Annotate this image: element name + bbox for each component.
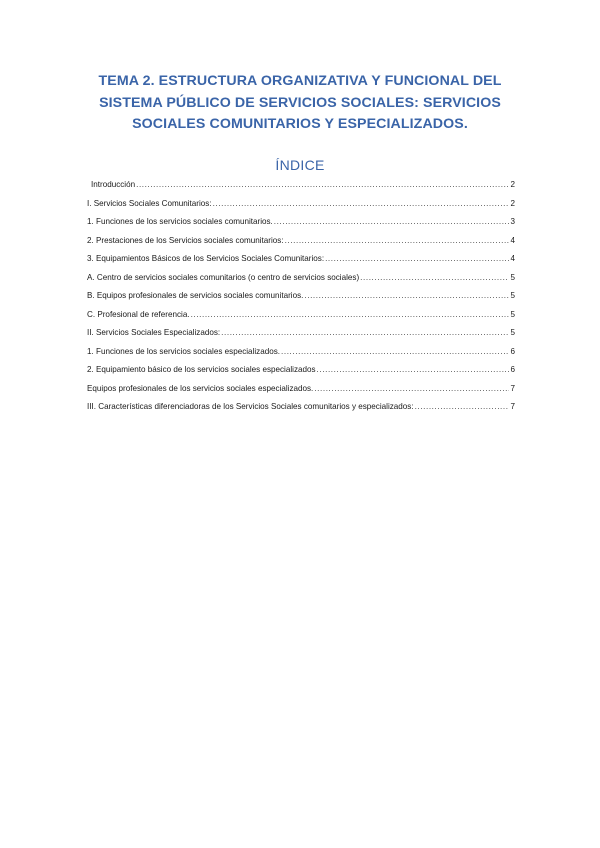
toc-entry-page: 4 [510,254,515,263]
toc-entry[interactable] [87,217,515,236]
toc-entry-label: 3. Equipamientos Básicos de los Servicios Sociales Comunitarios: [87,254,325,263]
toc-entry[interactable] [87,236,515,255]
toc-entry[interactable] [87,402,515,421]
toc-entry-page: 7 [510,402,515,411]
toc-entry[interactable] [87,365,515,384]
toc-entry[interactable] [87,180,515,199]
toc-entry-page: 4 [510,235,515,245]
toc-entry-page: 3 [510,217,515,226]
toc-entry[interactable] [87,347,515,366]
toc-entry-label: B. Equipos profesionales de servicios sociales comunitarios. [87,291,304,300]
toc-leader-dots [285,236,510,245]
toc-leader-dots [191,310,510,319]
toc-entry[interactable] [87,291,515,310]
toc-entry[interactable] [87,199,515,218]
toc-entry-page: 5 [510,291,515,300]
toc-entry-label: I. Servicios Sociales Comunitarios: [87,198,212,208]
toc-entry-label: 2. Equipamiento básico de los servicios sociales especializados [87,365,316,374]
toc-entry-page: 5 [510,328,515,337]
document-title [90,71,510,136]
toc-entry-label: 1. Funciones de los servicios sociales especializados. [87,346,280,356]
toc-entry-page: 7 [510,383,515,393]
toc-entry-page: 5 [510,272,515,282]
title-line: SOCIALES COMUNITARIOS Y ESPECIALIZADOS. [132,116,468,132]
toc-entry-label: II. Servicios Sociales Especializados: [87,328,221,337]
toc-heading: ÍNDICE [275,157,325,173]
toc-leader-dots [136,180,509,189]
toc-entry[interactable] [87,328,515,347]
toc-entry-label: Equipos profesionales de los servicios sociales especializados. [87,383,314,393]
toc-leader-dots [325,254,509,263]
toc-entry-label: III. Características diferenciadoras de los Servicios Sociales comunitarios y especializados: [87,402,414,411]
toc-entry[interactable] [87,384,515,403]
toc-leader-dots [213,199,510,208]
toc-leader-dots [314,384,509,393]
toc-entry[interactable] [87,254,515,273]
toc-entry-label: 1. Funciones de los servicios sociales comunitarios. [87,217,273,226]
toc-entry-label: Introducción [91,180,136,189]
title-line: SISTEMA PÚBLICO DE SERVICIOS SOCIALES: SERVICIOS [99,94,501,111]
toc-entry-label: 2. Prestaciones de los Servicios sociales comunitarios: [87,235,284,245]
title-line: TEMA 2. ESTRUCTURA ORGANIZATIVA Y FUNCIONAL DEL [98,73,502,89]
toc-leader-dots [317,365,510,374]
toc-entry-page: 2 [510,180,515,189]
toc-leader-dots [281,347,509,356]
toc-entry-page: 5 [510,309,515,319]
table-of-contents [87,180,515,421]
toc-leader-dots [221,328,509,337]
toc-leader-dots [274,217,510,226]
toc-entry-page: 6 [510,346,515,356]
toc-leader-dots [360,273,509,282]
toc-entry[interactable] [87,273,515,292]
toc-entry[interactable] [87,310,515,329]
toc-leader-dots [304,291,509,300]
toc-entry-page: 2 [510,198,515,208]
toc-leader-dots [415,402,510,411]
toc-entry-label: C. Profesional de referencia. [87,309,190,319]
toc-entry-page: 6 [510,365,515,374]
toc-entry-label: A. Centro de servicios sociales comunitarios (o centro de servicios sociales) [87,272,360,282]
